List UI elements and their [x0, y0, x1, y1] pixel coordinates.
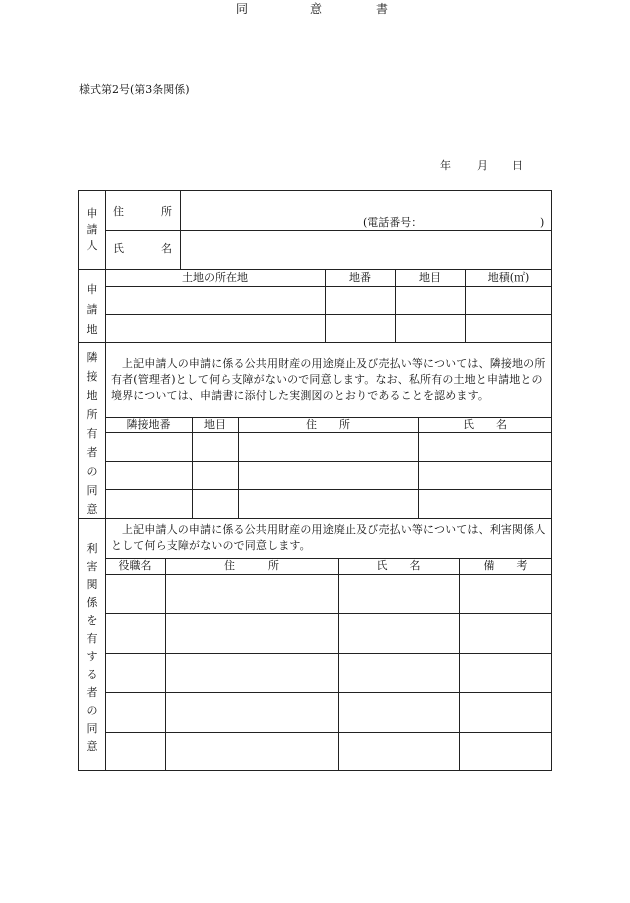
row-divider	[105, 613, 552, 614]
col-divider	[465, 269, 466, 342]
applicant-section-label: 申 請 人	[86, 207, 98, 252]
col-category: 地目	[204, 418, 226, 431]
col-address: 住 所	[306, 418, 350, 431]
col-address: 住 所	[224, 559, 279, 572]
col-divider	[165, 558, 166, 771]
phone-close: )	[540, 216, 545, 229]
section-divider	[78, 342, 552, 343]
row-divider	[105, 432, 552, 433]
year-label: 年	[440, 159, 451, 172]
title-char: 同	[236, 2, 249, 16]
address-label: 所	[161, 205, 172, 218]
row-divider	[105, 230, 552, 231]
row-divider	[105, 692, 552, 693]
interested-section-label: 利 害 関 係 を 有 す る 者 の 同 意	[86, 542, 98, 753]
land-section-label: 申 請 地	[86, 283, 98, 336]
row-divider	[105, 461, 552, 462]
row-divider	[105, 286, 552, 287]
col-land-location: 土地の所在地	[182, 271, 248, 284]
section-divider	[78, 518, 552, 519]
neighbors-section-label: 隣 接 地 所 有 者 の 同 意	[86, 351, 98, 516]
row-divider	[105, 574, 552, 575]
col-divider	[325, 269, 326, 342]
neighbors-statement: 上記申請人の申請に係る公共用財産の用途廃止及び売払い等については、隣接地の所有者(管理者)として何ら支障がないので同意します。なお、私所有の土地と申請地との境界については、申請書に添付した実測図のとおりであることを認めます。	[111, 357, 546, 402]
interested-statement: 上記申請人の申請に係る公共用財産の用途廃止及び売払い等については、利害関係人として何ら支障がないので同意します。	[111, 523, 546, 552]
col-divider	[338, 558, 339, 771]
name-label: 氏	[113, 242, 124, 255]
title-char: 書	[376, 2, 389, 16]
col-position: 役職名	[118, 559, 152, 572]
col-name: 氏 名	[463, 418, 507, 431]
section-divider	[78, 269, 552, 270]
row-divider	[105, 653, 552, 654]
col-land-area: 地積(㎡)	[487, 271, 530, 284]
title-char: 意	[310, 2, 323, 16]
col-lot-number: 地番	[349, 271, 371, 284]
col-divider	[192, 417, 193, 518]
col-remarks: 備 考	[483, 559, 528, 572]
form-number-label: 様式第2号(第3条関係)	[79, 83, 190, 96]
col-divider	[238, 417, 239, 518]
col-divider	[395, 269, 396, 342]
col-divider	[418, 417, 419, 518]
address-label: 住	[113, 205, 124, 218]
phone-label: (電話番号：	[363, 216, 423, 229]
col-land-category: 地目	[419, 271, 441, 284]
row-divider	[105, 314, 552, 315]
col-name: 氏 名	[376, 559, 421, 572]
col-divider	[459, 558, 460, 771]
document-title	[0, 0, 630, 16]
day-label: 日	[512, 159, 523, 172]
row-divider	[105, 489, 552, 490]
row-divider	[105, 732, 552, 733]
name-label: 名	[161, 242, 172, 255]
month-label: 月	[477, 159, 488, 172]
col-adjacent-lot: 隣接地番	[126, 418, 171, 431]
